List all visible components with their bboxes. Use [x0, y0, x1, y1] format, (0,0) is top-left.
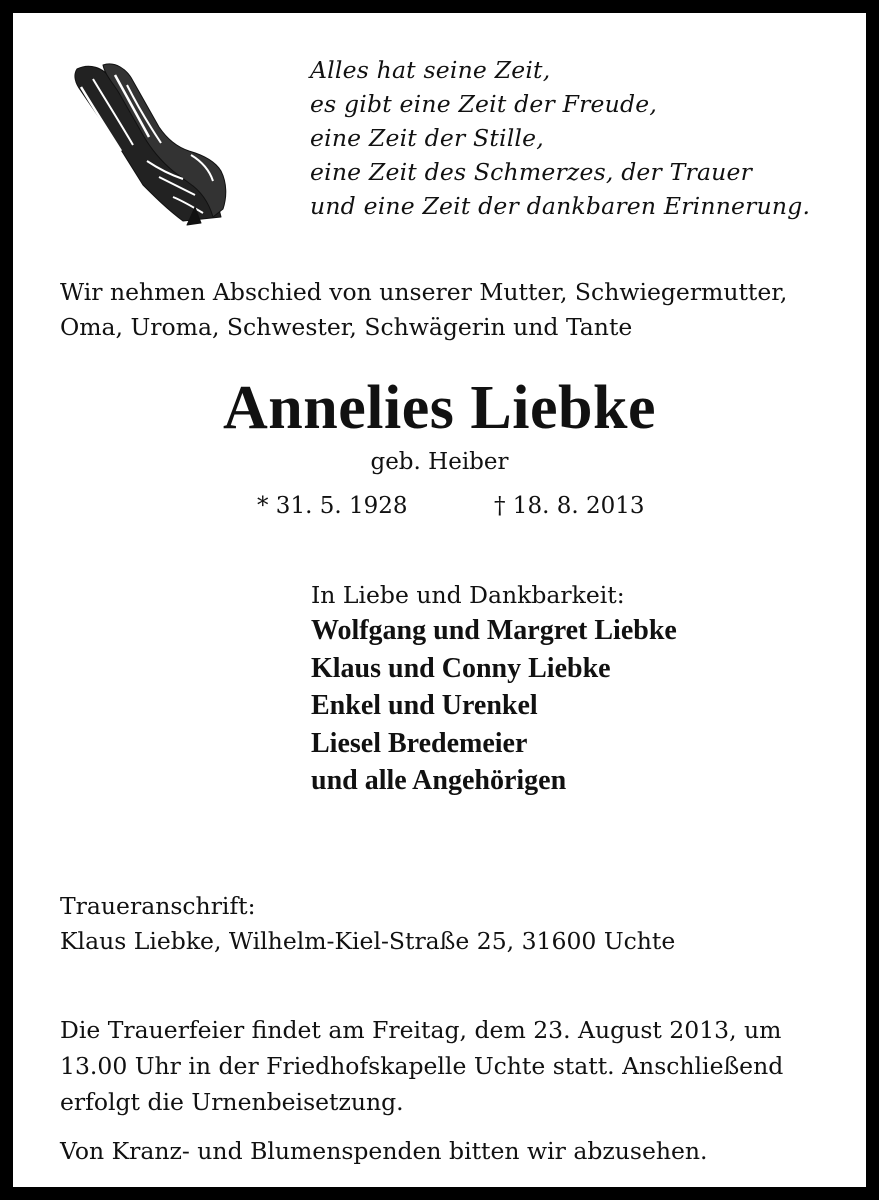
ceremony-line: 13.00 Uhr in der Friedhofskapelle Uchte statt. Anschließend [60, 1052, 784, 1080]
quote-line: und eine Zeit der dankbaren Erinnerung. [310, 192, 811, 220]
praying-hands-icon [63, 57, 233, 227]
donation-note: Von Kranz- und Blumenspenden bitten wir abzusehen. [60, 1137, 708, 1165]
address-line: Klaus Liebke, Wilhelm-Kiel-Straße 25, 31600 Uchte [60, 927, 676, 955]
quote-line: Alles hat seine Zeit, [310, 56, 551, 84]
birth-date: * 31. 5. 1928 [257, 493, 408, 519]
birth-name: geb. Heiber [370, 449, 509, 475]
mourner-name: Enkel und Urenkel [311, 690, 538, 721]
mourner-name: und alle Angehörigen [311, 765, 567, 796]
quote-verse [310, 53, 870, 223]
address-label: Traueranschrift: [60, 892, 256, 920]
ceremony-line: Die Trauerfeier findet am Freitag, dem 23. August 2013, um [60, 1016, 782, 1044]
mourning-address [60, 889, 860, 959]
mourners-names [311, 612, 851, 800]
mourners-block [311, 578, 851, 800]
farewell-intro [60, 275, 860, 345]
quote-line: es gibt eine Zeit der Freude, [310, 90, 658, 118]
intro-line: Wir nehmen Abschied von unserer Mutter, Schwiegermutter, [60, 278, 788, 306]
mourner-name: Wolfgang und Margret Liebke [311, 615, 677, 646]
intro-line: Oma, Uroma, Schwester, Schwägerin und Tante [60, 313, 633, 341]
ceremony-line: erfolgt die Urnenbeisetzung. [60, 1088, 404, 1116]
deceased-name: Annelies Liebke [223, 374, 656, 442]
ceremony-info [60, 1012, 850, 1120]
quote-line: eine Zeit der Stille, [310, 124, 544, 152]
mourner-name: Liesel Bredemeier [311, 727, 528, 759]
mourners-lead: In Liebe und Dankbarkeit: [311, 581, 625, 609]
quote-line: eine Zeit des Schmerzes, der Trauer [310, 158, 753, 186]
death-date: † 18. 8. 2013 [494, 493, 645, 519]
mourner-name: Klaus und Conny Liebke [311, 652, 611, 684]
